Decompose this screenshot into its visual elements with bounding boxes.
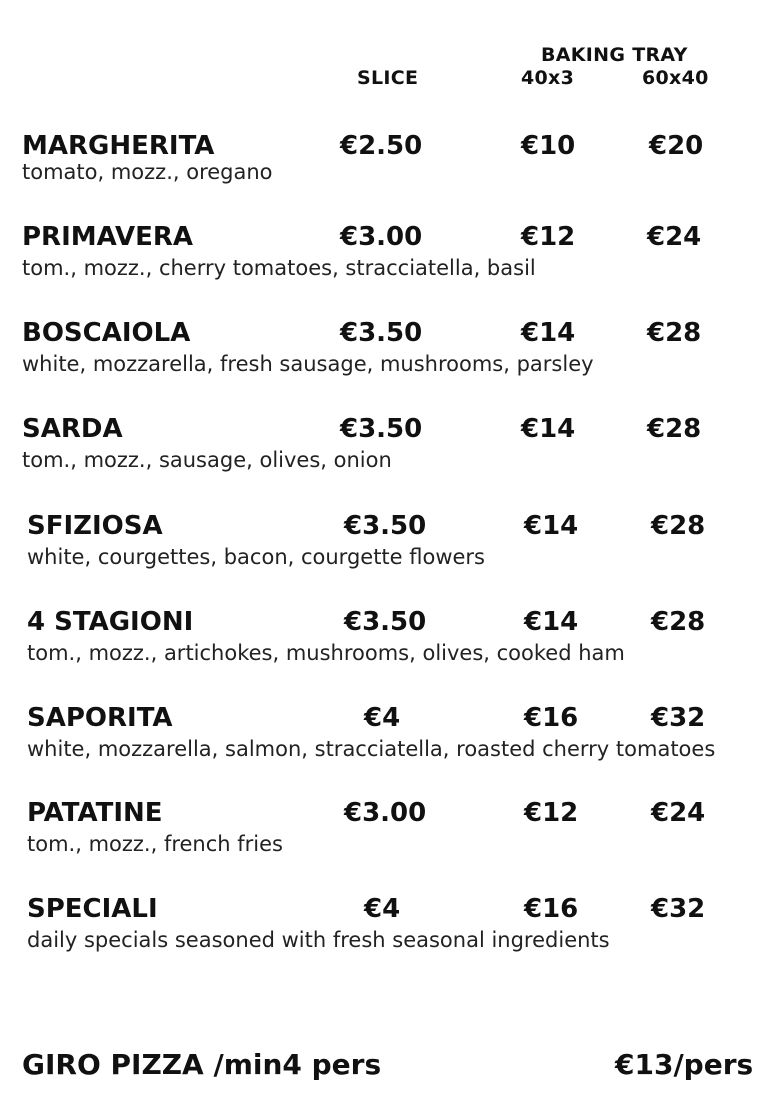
pizza-name: PRIMAVERA: [22, 222, 194, 252]
tray-small-price: €16: [524, 703, 579, 733]
pizza-name: 4 STAGIONI: [27, 607, 194, 637]
pizza-description: tomato, mozz., oregano: [22, 160, 273, 184]
tray-small-price: €12: [524, 798, 579, 828]
pizza-name: SAPORITA: [27, 703, 173, 733]
tray-large-price: €28: [647, 318, 702, 348]
pizza-name: BOSCAIOLA: [22, 318, 191, 348]
tray-large-price: €28: [647, 414, 702, 444]
tray-large-price: €28: [651, 511, 706, 541]
tray-small-price: €16: [524, 894, 579, 924]
tray-small-price: €10: [521, 131, 576, 161]
slice-price: €3.50: [340, 414, 423, 444]
slice-price: €3.00: [344, 798, 427, 828]
tray-small-price: €12: [521, 222, 576, 252]
giro-pizza-label: GIRO PIZZA /min4 pers: [22, 1048, 382, 1081]
pizza-description: white, mozzarella, salmon, stracciatella, roasted cherry tomatoes: [27, 737, 716, 761]
pizza-description: white, mozzarella, fresh sausage, mushrooms, parsley: [22, 352, 594, 376]
slice-price: €2.50: [340, 131, 423, 161]
slice-price: €3.50: [344, 511, 427, 541]
tray-large-price: €24: [647, 222, 702, 252]
pizza-description: tom., mozz., artichokes, mushrooms, olives, cooked ham: [27, 641, 625, 665]
tray-40x3-column-header: 40x3: [521, 67, 575, 89]
tray-small-price: €14: [521, 318, 576, 348]
slice-price: €3.00: [340, 222, 423, 252]
tray-large-price: €32: [651, 894, 706, 924]
pizza-description: tom., mozz., sausage, olives, onion: [22, 448, 392, 472]
tray-60x40-column-header: 60x40: [642, 67, 709, 89]
pizza-description: tom., mozz., french fries: [27, 832, 283, 856]
tray-small-price: €14: [521, 414, 576, 444]
pizza-description: white, courgettes, bacon, courgette flowers: [27, 545, 486, 569]
slice-price: €4: [364, 703, 401, 733]
tray-small-price: €14: [524, 511, 579, 541]
tray-small-price: €14: [524, 607, 579, 637]
slice-price: €3.50: [344, 607, 427, 637]
giro-pizza-price: €13/pers: [615, 1048, 754, 1081]
pizza-name: SPECIALI: [27, 894, 158, 924]
tray-large-price: €20: [649, 131, 704, 161]
pizza-name: PATATINE: [27, 798, 163, 828]
tray-large-price: €32: [651, 703, 706, 733]
pizza-name: SFIZIOSA: [27, 511, 163, 541]
slice-price: €4: [364, 894, 401, 924]
pizza-description: daily specials seasoned with fresh seasonal ingredients: [27, 928, 610, 952]
slice-column-header: SLICE: [357, 67, 419, 89]
pizza-name: MARGHERITA: [22, 131, 215, 161]
tray-large-price: €24: [651, 798, 706, 828]
tray-large-price: €28: [651, 607, 706, 637]
pizza-name: SARDA: [22, 414, 123, 444]
pizza-description: tom., mozz., cherry tomatoes, stracciatella, basil: [22, 256, 536, 280]
slice-price: €3.50: [340, 318, 423, 348]
baking-tray-header: BAKING TRAY: [541, 44, 688, 66]
